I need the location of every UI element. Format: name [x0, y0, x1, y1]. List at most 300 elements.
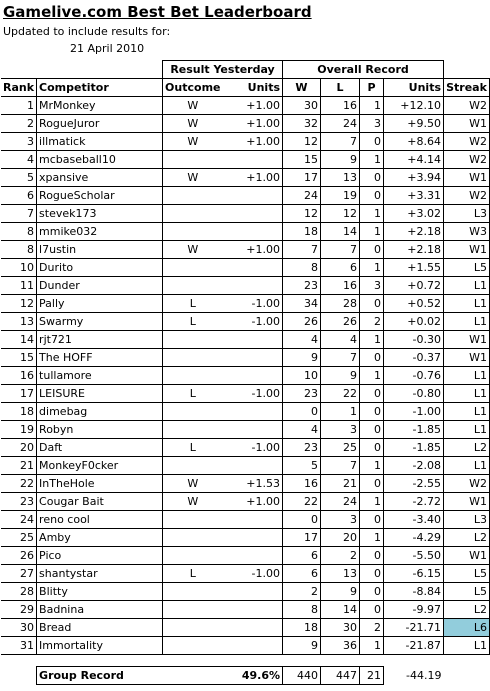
units-yesterday-cell — [223, 601, 283, 619]
l-cell: 6 — [321, 259, 360, 277]
units-yesterday-cell — [223, 529, 283, 547]
w-cell: 12 — [283, 205, 321, 223]
streak-cell: W1 — [444, 331, 490, 349]
w-cell: 17 — [283, 169, 321, 187]
outcome-cell — [163, 331, 223, 349]
rank-cell: 17 — [1, 385, 37, 403]
table-row — [1, 169, 490, 187]
table-row — [1, 115, 490, 133]
l-cell: 22 — [321, 385, 360, 403]
streak-cell: L1 — [444, 313, 490, 331]
streak-cell: L1 — [444, 385, 490, 403]
l-cell: 7 — [321, 133, 360, 151]
streak-cell: W3 — [444, 223, 490, 241]
units-cell: -9.97 — [384, 601, 444, 619]
w-cell: 7 — [283, 241, 321, 259]
units-yesterday-cell — [223, 367, 283, 385]
w-cell: 0 — [283, 511, 321, 529]
group-record-pct: 49.6% — [223, 667, 283, 685]
l-cell: 7 — [321, 241, 360, 259]
units-yesterday-cell: +1.00 — [223, 493, 283, 511]
l-cell: 9 — [321, 583, 360, 601]
w-cell: 18 — [283, 223, 321, 241]
streak-cell: W2 — [444, 97, 490, 115]
streak-cell: L2 — [444, 601, 490, 619]
table-row — [1, 151, 490, 169]
streak-cell: L1 — [444, 421, 490, 439]
l-cell: 2 — [321, 547, 360, 565]
l-cell: 9 — [321, 367, 360, 385]
streak-cell: W1 — [444, 547, 490, 565]
streak-cell: L2 — [444, 439, 490, 457]
p-cell: 1 — [360, 367, 384, 385]
rank-cell: 12 — [1, 295, 37, 313]
group-record-p: 21 — [360, 667, 384, 685]
group-record-label: Group Record — [37, 667, 223, 685]
outcome-cell — [163, 277, 223, 295]
units-yesterday-cell — [223, 547, 283, 565]
competitor-cell: Daft — [37, 439, 163, 457]
outcome-cell — [163, 421, 223, 439]
streak-cell: W1 — [444, 493, 490, 511]
col-competitor: Competitor — [37, 79, 163, 97]
outcome-cell — [163, 223, 223, 241]
competitor-cell: RogueScholar — [37, 187, 163, 205]
units-yesterday-cell — [223, 349, 283, 367]
units-cell: -0.80 — [384, 385, 444, 403]
units-cell: -4.29 — [384, 529, 444, 547]
p-cell: 1 — [360, 205, 384, 223]
group-record-row — [1, 667, 490, 685]
w-cell: 23 — [283, 385, 321, 403]
rank-cell: 14 — [1, 331, 37, 349]
rank-cell: 24 — [1, 511, 37, 529]
l-cell: 21 — [321, 475, 360, 493]
competitor-cell: Pico — [37, 547, 163, 565]
table-row — [1, 547, 490, 565]
table-row — [1, 187, 490, 205]
outcome-cell: W — [163, 115, 223, 133]
outcome-cell: L — [163, 295, 223, 313]
units-yesterday-cell — [223, 151, 283, 169]
table-row — [1, 223, 490, 241]
units-yesterday-cell — [223, 457, 283, 475]
table-row — [1, 313, 490, 331]
competitor-cell: shantystar — [37, 565, 163, 583]
p-cell: 3 — [360, 277, 384, 295]
results-date: 21 April 2010 — [70, 42, 145, 55]
competitor-cell: Durito — [37, 259, 163, 277]
units-cell: -0.76 — [384, 367, 444, 385]
units-yesterday-cell: -1.00 — [223, 385, 283, 403]
l-cell: 13 — [321, 169, 360, 187]
units-cell: +2.18 — [384, 223, 444, 241]
table-row — [1, 475, 490, 493]
rank-cell: 20 — [1, 439, 37, 457]
rank-cell: 21 — [1, 457, 37, 475]
table-row — [1, 637, 490, 655]
rank-cell: 4 — [1, 151, 37, 169]
units-yesterday-cell: +1.00 — [223, 115, 283, 133]
w-cell: 4 — [283, 331, 321, 349]
p-cell: 0 — [360, 475, 384, 493]
units-yesterday-cell — [223, 421, 283, 439]
p-cell: 0 — [360, 349, 384, 367]
p-cell: 0 — [360, 385, 384, 403]
p-cell: 0 — [360, 133, 384, 151]
col-rank: Rank — [1, 79, 37, 97]
outcome-cell: W — [163, 475, 223, 493]
w-cell: 15 — [283, 151, 321, 169]
streak-cell: L1 — [444, 457, 490, 475]
w-cell: 2 — [283, 583, 321, 601]
l-cell: 14 — [321, 223, 360, 241]
rank-cell: 23 — [1, 493, 37, 511]
units-yesterday-cell: +1.00 — [223, 241, 283, 259]
w-cell: 24 — [283, 187, 321, 205]
units-yesterday-cell — [223, 277, 283, 295]
units-yesterday-cell: +1.53 — [223, 475, 283, 493]
p-cell: 0 — [360, 421, 384, 439]
rank-cell: 28 — [1, 583, 37, 601]
streak-cell: W1 — [444, 169, 490, 187]
l-cell: 25 — [321, 439, 360, 457]
subtitle: Updated to include results for: — [3, 25, 171, 38]
competitor-cell: rjt721 — [37, 331, 163, 349]
streak-cell: L1 — [444, 403, 490, 421]
streak-cell: L5 — [444, 583, 490, 601]
competitor-cell: reno cool — [37, 511, 163, 529]
competitor-cell: MrMonkey — [37, 97, 163, 115]
competitor-cell: stevek173 — [37, 205, 163, 223]
l-cell: 24 — [321, 115, 360, 133]
units-cell: +2.18 — [384, 241, 444, 259]
w-cell: 30 — [283, 97, 321, 115]
outcome-cell: W — [163, 493, 223, 511]
outcome-cell — [163, 583, 223, 601]
units-cell: -5.50 — [384, 547, 444, 565]
rank-cell: 1 — [1, 97, 37, 115]
units-cell: -0.37 — [384, 349, 444, 367]
p-cell: 0 — [360, 511, 384, 529]
competitor-cell: Immortality — [37, 637, 163, 655]
units-cell: +4.14 — [384, 151, 444, 169]
rank-cell: 11 — [1, 277, 37, 295]
outcome-cell: L — [163, 439, 223, 457]
l-cell: 20 — [321, 529, 360, 547]
units-yesterday-cell — [223, 331, 283, 349]
competitor-cell: Amby — [37, 529, 163, 547]
rank-cell: 31 — [1, 637, 37, 655]
units-yesterday-cell: +1.00 — [223, 97, 283, 115]
p-cell: 1 — [360, 331, 384, 349]
col-streak: Streak — [444, 79, 490, 97]
page-title: Gamelive.com Best Bet Leaderboard — [3, 3, 312, 21]
streak-cell: L3 — [444, 205, 490, 223]
p-cell: 1 — [360, 97, 384, 115]
w-cell: 8 — [283, 601, 321, 619]
table-row — [1, 331, 490, 349]
l-cell: 28 — [321, 295, 360, 313]
table-row — [1, 511, 490, 529]
units-cell: -6.15 — [384, 565, 444, 583]
outcome-cell — [163, 205, 223, 223]
p-cell: 0 — [360, 565, 384, 583]
col-units-yesterday: Units — [223, 79, 283, 97]
col-units: Units — [384, 79, 444, 97]
units-cell: +1.55 — [384, 259, 444, 277]
rank-cell: 13 — [1, 313, 37, 331]
units-cell: -2.55 — [384, 475, 444, 493]
p-cell: 0 — [360, 439, 384, 457]
streak-cell: L5 — [444, 565, 490, 583]
rank-cell: 2 — [1, 115, 37, 133]
table-row — [1, 241, 490, 259]
outcome-cell — [163, 259, 223, 277]
l-cell: 14 — [321, 601, 360, 619]
rank-cell: 6 — [1, 187, 37, 205]
table-row — [1, 277, 490, 295]
units-yesterday-cell: +1.00 — [223, 133, 283, 151]
l-cell: 19 — [321, 187, 360, 205]
competitor-cell: l7ustin — [37, 241, 163, 259]
outcome-cell: L — [163, 565, 223, 583]
units-cell: -1.00 — [384, 403, 444, 421]
rank-cell: 19 — [1, 421, 37, 439]
group-record-units: -44.19 — [406, 669, 442, 682]
table-row — [1, 349, 490, 367]
table-row — [1, 403, 490, 421]
rank-cell: 8 — [1, 223, 37, 241]
w-cell: 26 — [283, 313, 321, 331]
l-cell: 12 — [321, 205, 360, 223]
p-cell: 1 — [360, 457, 384, 475]
p-cell: 2 — [360, 313, 384, 331]
p-cell: 0 — [360, 295, 384, 313]
streak-cell: L1 — [444, 295, 490, 313]
units-cell: +3.94 — [384, 169, 444, 187]
units-yesterday-cell — [223, 619, 283, 637]
table-row — [1, 601, 490, 619]
group-header-row — [1, 61, 490, 79]
units-cell: -8.84 — [384, 583, 444, 601]
l-cell: 26 — [321, 313, 360, 331]
rank-cell: 22 — [1, 475, 37, 493]
p-cell: 0 — [360, 601, 384, 619]
p-cell: 0 — [360, 241, 384, 259]
outcome-cell — [163, 403, 223, 421]
w-cell: 18 — [283, 619, 321, 637]
outcome-cell — [163, 367, 223, 385]
w-cell: 5 — [283, 457, 321, 475]
units-yesterday-cell — [223, 637, 283, 655]
rank-cell: 16 — [1, 367, 37, 385]
units-cell: -21.87 — [384, 637, 444, 655]
overall-record-header: Overall Record — [283, 61, 444, 79]
table-row — [1, 205, 490, 223]
competitor-cell: mcbaseball10 — [37, 151, 163, 169]
competitor-cell: LEISURE — [37, 385, 163, 403]
w-cell: 6 — [283, 547, 321, 565]
outcome-cell: L — [163, 313, 223, 331]
units-cell: +0.72 — [384, 277, 444, 295]
competitor-cell: dimebag — [37, 403, 163, 421]
units-yesterday-cell: +1.00 — [223, 169, 283, 187]
streak-cell: W1 — [444, 115, 490, 133]
w-cell: 0 — [283, 403, 321, 421]
rank-cell: 3 — [1, 133, 37, 151]
w-cell: 10 — [283, 367, 321, 385]
outcome-cell — [163, 457, 223, 475]
p-cell: 1 — [360, 151, 384, 169]
streak-cell: W1 — [444, 241, 490, 259]
competitor-cell: Pally — [37, 295, 163, 313]
units-cell: -2.08 — [384, 457, 444, 475]
units-yesterday-cell — [223, 511, 283, 529]
table-row — [1, 259, 490, 277]
p-cell: 0 — [360, 169, 384, 187]
leaderboard-table — [1, 60, 490, 685]
competitor-cell: mmike032 — [37, 223, 163, 241]
group-record-l: 447 — [321, 667, 360, 685]
outcome-cell — [163, 637, 223, 655]
rank-cell: 25 — [1, 529, 37, 547]
units-yesterday-cell: -1.00 — [223, 313, 283, 331]
l-cell: 16 — [321, 277, 360, 295]
rank-cell: 10 — [1, 259, 37, 277]
outcome-cell — [163, 511, 223, 529]
units-yesterday-cell: -1.00 — [223, 565, 283, 583]
w-cell: 8 — [283, 259, 321, 277]
p-cell: 1 — [360, 637, 384, 655]
w-cell: 16 — [283, 475, 321, 493]
outcome-cell — [163, 349, 223, 367]
table-row — [1, 565, 490, 583]
table-row — [1, 439, 490, 457]
competitor-cell: xpansive — [37, 169, 163, 187]
competitor-cell: Dunder — [37, 277, 163, 295]
units-cell: -21.71 — [384, 619, 444, 637]
table-row — [1, 529, 490, 547]
outcome-cell: L — [163, 385, 223, 403]
units-yesterday-cell — [223, 259, 283, 277]
competitor-cell: The HOFF — [37, 349, 163, 367]
streak-cell: L3 — [444, 511, 490, 529]
table-row — [1, 367, 490, 385]
l-cell: 3 — [321, 511, 360, 529]
w-cell: 17 — [283, 529, 321, 547]
column-header-row — [1, 79, 490, 97]
p-cell: 1 — [360, 223, 384, 241]
group-record-w: 440 — [283, 667, 321, 685]
competitor-cell: Cougar Bait — [37, 493, 163, 511]
units-yesterday-cell — [223, 205, 283, 223]
p-cell: 3 — [360, 115, 384, 133]
units-cell: -1.85 — [384, 439, 444, 457]
streak-cell: L1 — [444, 637, 490, 655]
competitor-cell: Blitty — [37, 583, 163, 601]
streak-cell: L1 — [444, 367, 490, 385]
competitor-cell: tullamore — [37, 367, 163, 385]
units-cell: -0.30 — [384, 331, 444, 349]
outcome-cell — [163, 529, 223, 547]
rank-cell: 27 — [1, 565, 37, 583]
w-cell: 23 — [283, 277, 321, 295]
w-cell: 12 — [283, 133, 321, 151]
units-yesterday-cell — [223, 403, 283, 421]
units-yesterday-cell — [223, 187, 283, 205]
units-yesterday-cell — [223, 583, 283, 601]
table-row — [1, 457, 490, 475]
p-cell: 0 — [360, 583, 384, 601]
w-cell: 6 — [283, 565, 321, 583]
units-yesterday-cell: -1.00 — [223, 295, 283, 313]
rank-cell: 30 — [1, 619, 37, 637]
l-cell: 36 — [321, 637, 360, 655]
competitor-cell: illmatick — [37, 133, 163, 151]
table-row — [1, 97, 490, 115]
p-cell: 1 — [360, 259, 384, 277]
w-cell: 23 — [283, 439, 321, 457]
outcome-cell: W — [163, 241, 223, 259]
w-cell: 32 — [283, 115, 321, 133]
outcome-cell — [163, 187, 223, 205]
streak-cell: W2 — [444, 133, 490, 151]
outcome-cell — [163, 547, 223, 565]
outcome-cell — [163, 601, 223, 619]
w-cell: 34 — [283, 295, 321, 313]
streak-cell: W1 — [444, 349, 490, 367]
table-row — [1, 583, 490, 601]
l-cell: 9 — [321, 151, 360, 169]
competitor-cell: Badnina — [37, 601, 163, 619]
units-cell: +0.02 — [384, 313, 444, 331]
streak-cell: L2 — [444, 529, 490, 547]
l-cell: 3 — [321, 421, 360, 439]
l-cell: 7 — [321, 457, 360, 475]
rank-cell: 18 — [1, 403, 37, 421]
units-yesterday-cell — [223, 223, 283, 241]
p-cell: 2 — [360, 619, 384, 637]
outcome-cell — [163, 619, 223, 637]
streak-cell: W2 — [444, 151, 490, 169]
competitor-cell: Bread — [37, 619, 163, 637]
l-cell: 13 — [321, 565, 360, 583]
rank-cell: 26 — [1, 547, 37, 565]
table-row — [1, 133, 490, 151]
streak-cell: L6 — [444, 619, 490, 637]
rank-cell: 8 — [1, 241, 37, 259]
p-cell: 0 — [360, 403, 384, 421]
p-cell: 1 — [360, 493, 384, 511]
outcome-cell: W — [163, 133, 223, 151]
table-row — [1, 295, 490, 313]
competitor-cell: MonkeyF0cker — [37, 457, 163, 475]
units-cell: +3.02 — [384, 205, 444, 223]
l-cell: 1 — [321, 403, 360, 421]
streak-cell: W2 — [444, 187, 490, 205]
units-cell: +12.10 — [384, 97, 444, 115]
l-cell: 24 — [321, 493, 360, 511]
col-outcome: Outcome — [163, 79, 223, 97]
competitor-cell: Robyn — [37, 421, 163, 439]
rank-cell: 5 — [1, 169, 37, 187]
streak-cell: L5 — [444, 259, 490, 277]
table-row — [1, 493, 490, 511]
p-cell: 1 — [360, 529, 384, 547]
rank-cell: 15 — [1, 349, 37, 367]
units-cell: +0.52 — [384, 295, 444, 313]
